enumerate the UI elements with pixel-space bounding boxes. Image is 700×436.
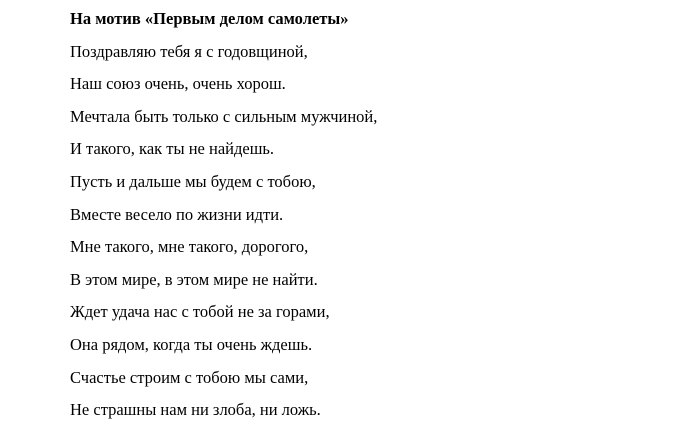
poem-line: И такого, как ты не найдешь. (70, 139, 275, 159)
poem-line: Ждет удача нас с тобой не за горами, (70, 302, 330, 322)
poem-line: Она рядом, когда ты очень ждешь. (70, 334, 313, 354)
poem-line: Вместе весело по жизни идти. (70, 204, 284, 224)
poem-line: Мне такого, мне такого, дорогого, (70, 237, 309, 257)
poem-line: Наш союз очень, очень хорош. (70, 74, 286, 94)
poem-line: Пусть и дальше мы будем с тобою, (70, 171, 316, 191)
document-page (70, 8, 690, 432)
poem-line: В этом мире, в этом мире не найти. (70, 269, 318, 289)
poem-line: Счастье строим с тобою мы сами, (70, 367, 309, 387)
poem-line: Поздравляю тебя я с годовщиной, (70, 41, 308, 61)
poem-title: На мотив «Первым делом самолеты» (70, 9, 349, 28)
poem-line: Не страшны нам ни злоба, ни ложь. (70, 400, 321, 420)
poem-line: Мечтала быть только с сильным мужчиной, (70, 106, 378, 126)
